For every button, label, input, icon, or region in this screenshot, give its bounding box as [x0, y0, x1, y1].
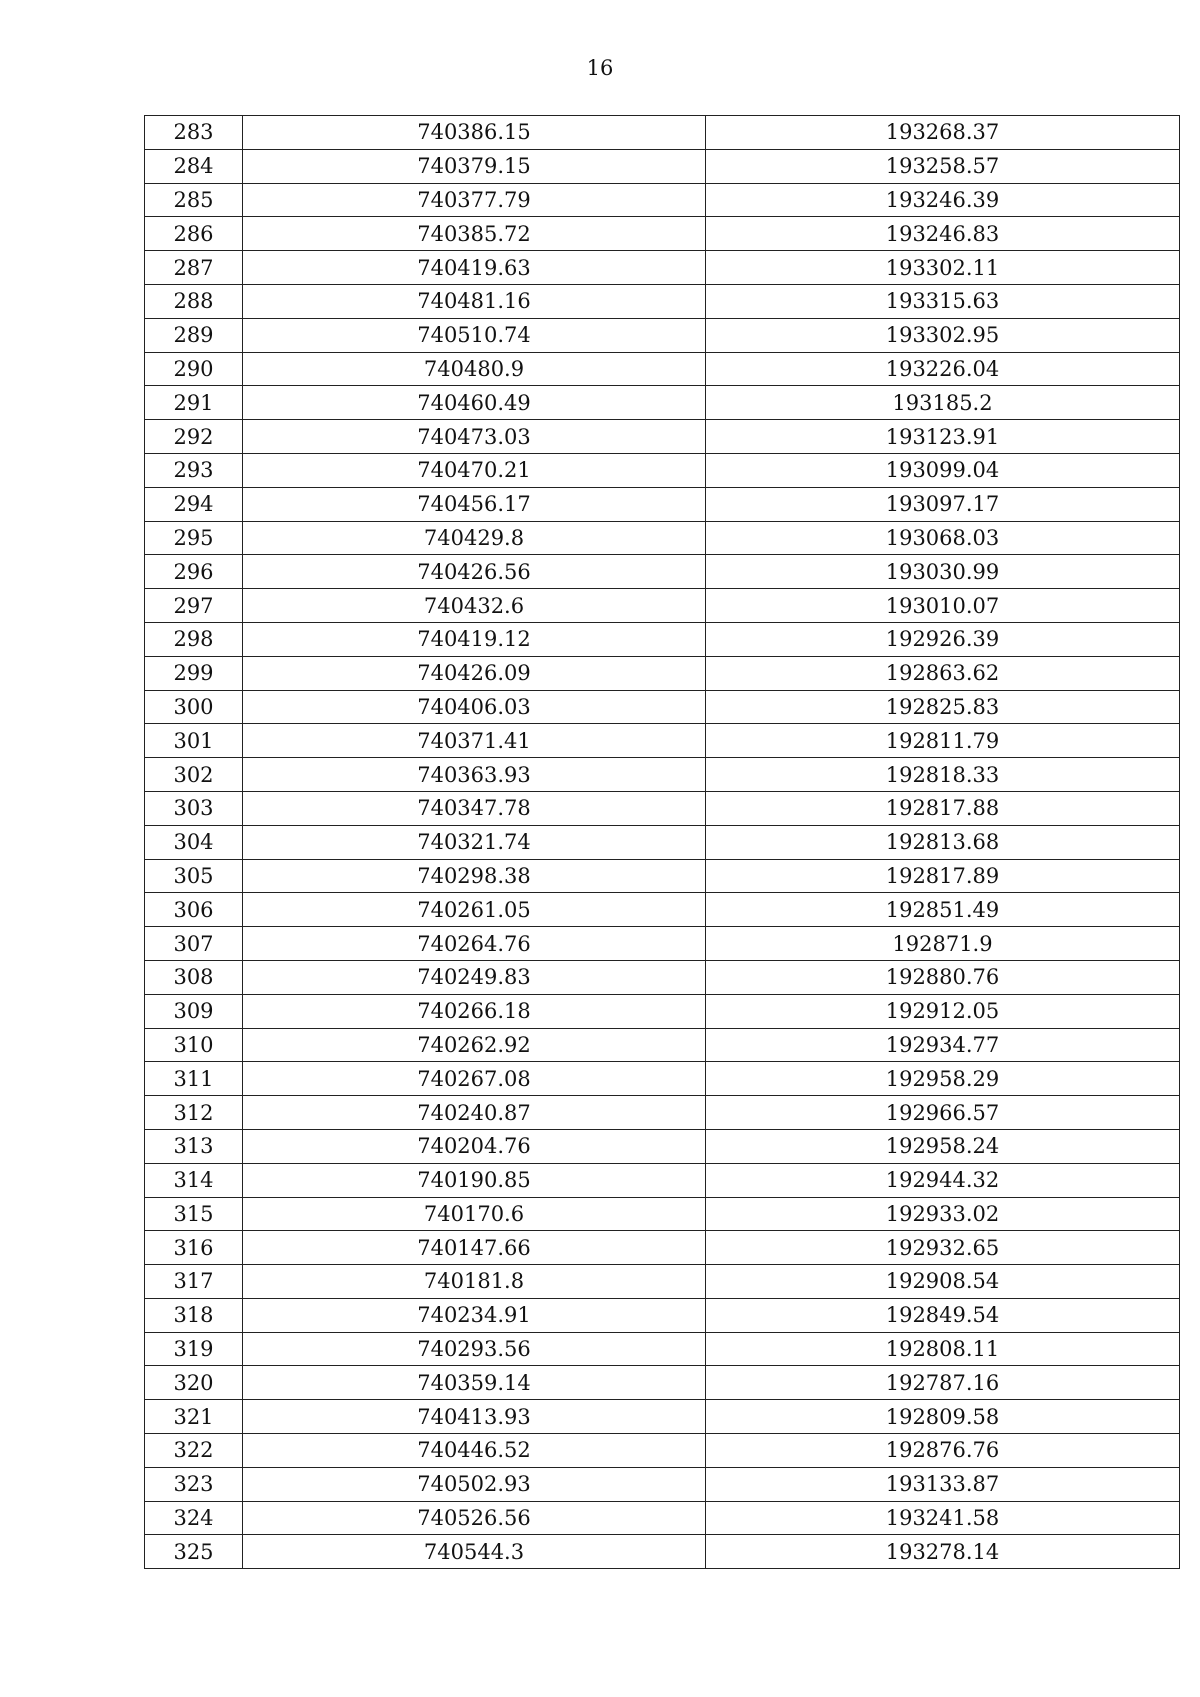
point-number-cell: 309 [145, 994, 243, 1028]
x-coordinate-cell: 740470.21 [243, 453, 706, 487]
table-row [145, 1096, 1180, 1130]
y-coordinate-cell: 192817.88 [706, 791, 1180, 825]
table-row [145, 994, 1180, 1028]
y-coordinate-cell: 193030.99 [706, 555, 1180, 589]
table-row [145, 859, 1180, 893]
table-row [145, 589, 1180, 623]
point-number-cell: 298 [145, 622, 243, 656]
page-number: 16 [586, 56, 614, 80]
x-coordinate-cell: 740234.91 [243, 1298, 706, 1332]
table-row [145, 183, 1180, 217]
point-number-cell: 288 [145, 284, 243, 318]
x-coordinate-cell: 740481.16 [243, 284, 706, 318]
x-coordinate-cell: 740432.6 [243, 589, 706, 623]
y-coordinate-cell: 193246.83 [706, 217, 1180, 251]
table-row [145, 622, 1180, 656]
table-row [145, 116, 1180, 150]
x-coordinate-cell: 740266.18 [243, 994, 706, 1028]
y-coordinate-cell: 193185.2 [706, 386, 1180, 420]
point-number-cell: 311 [145, 1062, 243, 1096]
y-coordinate-cell: 192813.68 [706, 825, 1180, 859]
x-coordinate-cell: 740267.08 [243, 1062, 706, 1096]
y-coordinate-cell: 193258.57 [706, 149, 1180, 183]
point-number-cell: 313 [145, 1129, 243, 1163]
y-coordinate-cell: 192809.58 [706, 1400, 1180, 1434]
point-number-cell: 322 [145, 1434, 243, 1468]
x-coordinate-cell: 740379.15 [243, 149, 706, 183]
y-coordinate-cell: 192863.62 [706, 656, 1180, 690]
table-row [145, 318, 1180, 352]
y-coordinate-cell: 192825.83 [706, 690, 1180, 724]
y-coordinate-cell: 193241.58 [706, 1501, 1180, 1535]
table-row [145, 251, 1180, 285]
table-row [145, 386, 1180, 420]
point-number-cell: 306 [145, 893, 243, 927]
table-row [145, 521, 1180, 555]
x-coordinate-cell: 740359.14 [243, 1366, 706, 1400]
y-coordinate-cell: 192933.02 [706, 1197, 1180, 1231]
y-coordinate-cell: 192958.29 [706, 1062, 1180, 1096]
point-number-cell: 325 [145, 1535, 243, 1569]
table-row [145, 555, 1180, 589]
x-coordinate-cell: 740406.03 [243, 690, 706, 724]
x-coordinate-cell: 740170.6 [243, 1197, 706, 1231]
y-coordinate-cell: 193302.11 [706, 251, 1180, 285]
y-coordinate-cell: 192944.32 [706, 1163, 1180, 1197]
x-coordinate-cell: 740473.03 [243, 420, 706, 454]
x-coordinate-cell: 740181.8 [243, 1265, 706, 1299]
point-number-cell: 300 [145, 690, 243, 724]
point-number-cell: 289 [145, 318, 243, 352]
y-coordinate-cell: 193133.87 [706, 1467, 1180, 1501]
point-number-cell: 318 [145, 1298, 243, 1332]
point-number-cell: 319 [145, 1332, 243, 1366]
y-coordinate-cell: 192851.49 [706, 893, 1180, 927]
point-number-cell: 312 [145, 1096, 243, 1130]
x-coordinate-cell: 740386.15 [243, 116, 706, 150]
y-coordinate-cell: 192934.77 [706, 1028, 1180, 1062]
y-coordinate-cell: 193315.63 [706, 284, 1180, 318]
x-coordinate-cell: 740293.56 [243, 1332, 706, 1366]
table-row [145, 1265, 1180, 1299]
table-row [145, 1231, 1180, 1265]
x-coordinate-cell: 740429.8 [243, 521, 706, 555]
x-coordinate-cell: 740321.74 [243, 825, 706, 859]
table-row [145, 1434, 1180, 1468]
point-number-cell: 316 [145, 1231, 243, 1265]
y-coordinate-cell: 192808.11 [706, 1332, 1180, 1366]
x-coordinate-cell: 740502.93 [243, 1467, 706, 1501]
point-number-cell: 297 [145, 589, 243, 623]
point-number-cell: 290 [145, 352, 243, 386]
coordinates-table-body [145, 116, 1180, 1569]
point-number-cell: 302 [145, 758, 243, 792]
y-coordinate-cell: 193099.04 [706, 453, 1180, 487]
y-coordinate-cell: 192908.54 [706, 1265, 1180, 1299]
x-coordinate-cell: 740147.66 [243, 1231, 706, 1265]
point-number-cell: 285 [145, 183, 243, 217]
y-coordinate-cell: 192817.89 [706, 859, 1180, 893]
table-row [145, 724, 1180, 758]
x-coordinate-cell: 740544.3 [243, 1535, 706, 1569]
table-row [145, 1501, 1180, 1535]
x-coordinate-cell: 740240.87 [243, 1096, 706, 1130]
table-row [145, 1332, 1180, 1366]
x-coordinate-cell: 740446.52 [243, 1434, 706, 1468]
y-coordinate-cell: 193246.39 [706, 183, 1180, 217]
x-coordinate-cell: 740510.74 [243, 318, 706, 352]
x-coordinate-cell: 740190.85 [243, 1163, 706, 1197]
y-coordinate-cell: 192787.16 [706, 1366, 1180, 1400]
table-row [145, 1062, 1180, 1096]
x-coordinate-cell: 740480.9 [243, 352, 706, 386]
x-coordinate-cell: 740347.78 [243, 791, 706, 825]
point-number-cell: 323 [145, 1467, 243, 1501]
y-coordinate-cell: 192876.76 [706, 1434, 1180, 1468]
table-row [145, 927, 1180, 961]
y-coordinate-cell: 193010.07 [706, 589, 1180, 623]
y-coordinate-cell: 192849.54 [706, 1298, 1180, 1332]
point-number-cell: 320 [145, 1366, 243, 1400]
y-coordinate-cell: 193226.04 [706, 352, 1180, 386]
table-row [145, 453, 1180, 487]
table-row [145, 352, 1180, 386]
point-number-cell: 315 [145, 1197, 243, 1231]
y-coordinate-cell: 192926.39 [706, 622, 1180, 656]
x-coordinate-cell: 740419.63 [243, 251, 706, 285]
x-coordinate-cell: 740419.12 [243, 622, 706, 656]
y-coordinate-cell: 193268.37 [706, 116, 1180, 150]
x-coordinate-cell: 740262.92 [243, 1028, 706, 1062]
point-number-cell: 301 [145, 724, 243, 758]
y-coordinate-cell: 193097.17 [706, 487, 1180, 521]
point-number-cell: 308 [145, 960, 243, 994]
table-row [145, 1467, 1180, 1501]
table-row [145, 149, 1180, 183]
table-row [145, 217, 1180, 251]
table-row [145, 758, 1180, 792]
point-number-cell: 294 [145, 487, 243, 521]
y-coordinate-cell: 192811.79 [706, 724, 1180, 758]
point-number-cell: 296 [145, 555, 243, 589]
point-number-cell: 283 [145, 116, 243, 150]
x-coordinate-cell: 740460.49 [243, 386, 706, 420]
point-number-cell: 324 [145, 1501, 243, 1535]
table-row [145, 893, 1180, 927]
table-row [145, 690, 1180, 724]
point-number-cell: 310 [145, 1028, 243, 1062]
point-number-cell: 286 [145, 217, 243, 251]
table-row [145, 1535, 1180, 1569]
point-number-cell: 287 [145, 251, 243, 285]
point-number-cell: 303 [145, 791, 243, 825]
point-number-cell: 314 [145, 1163, 243, 1197]
table-row [145, 825, 1180, 859]
point-number-cell: 293 [145, 453, 243, 487]
point-number-cell: 305 [145, 859, 243, 893]
x-coordinate-cell: 740526.56 [243, 1501, 706, 1535]
y-coordinate-cell: 193123.91 [706, 420, 1180, 454]
table-row [145, 420, 1180, 454]
table-row [145, 1163, 1180, 1197]
point-number-cell: 292 [145, 420, 243, 454]
x-coordinate-cell: 740377.79 [243, 183, 706, 217]
y-coordinate-cell: 192966.57 [706, 1096, 1180, 1130]
table-row [145, 656, 1180, 690]
table-row [145, 960, 1180, 994]
y-coordinate-cell: 192880.76 [706, 960, 1180, 994]
point-number-cell: 321 [145, 1400, 243, 1434]
y-coordinate-cell: 193302.95 [706, 318, 1180, 352]
x-coordinate-cell: 740204.76 [243, 1129, 706, 1163]
y-coordinate-cell: 192818.33 [706, 758, 1180, 792]
table-row [145, 1129, 1180, 1163]
y-coordinate-cell: 192932.65 [706, 1231, 1180, 1265]
x-coordinate-cell: 740371.41 [243, 724, 706, 758]
point-number-cell: 307 [145, 927, 243, 961]
x-coordinate-cell: 740456.17 [243, 487, 706, 521]
y-coordinate-cell: 193068.03 [706, 521, 1180, 555]
table-row [145, 1366, 1180, 1400]
x-coordinate-cell: 740426.09 [243, 656, 706, 690]
table-row [145, 284, 1180, 318]
point-number-cell: 291 [145, 386, 243, 420]
coordinates-table [144, 115, 1180, 1569]
y-coordinate-cell: 192871.9 [706, 927, 1180, 961]
x-coordinate-cell: 740249.83 [243, 960, 706, 994]
point-number-cell: 295 [145, 521, 243, 555]
point-number-cell: 304 [145, 825, 243, 859]
x-coordinate-cell: 740264.76 [243, 927, 706, 961]
y-coordinate-cell: 193278.14 [706, 1535, 1180, 1569]
x-coordinate-cell: 740298.38 [243, 859, 706, 893]
point-number-cell: 299 [145, 656, 243, 690]
table-row [145, 791, 1180, 825]
y-coordinate-cell: 192912.05 [706, 994, 1180, 1028]
x-coordinate-cell: 740261.05 [243, 893, 706, 927]
y-coordinate-cell: 192958.24 [706, 1129, 1180, 1163]
point-number-cell: 284 [145, 149, 243, 183]
table-row [145, 1197, 1180, 1231]
table-row [145, 1400, 1180, 1434]
x-coordinate-cell: 740413.93 [243, 1400, 706, 1434]
x-coordinate-cell: 740426.56 [243, 555, 706, 589]
x-coordinate-cell: 740363.93 [243, 758, 706, 792]
table-row [145, 1298, 1180, 1332]
x-coordinate-cell: 740385.72 [243, 217, 706, 251]
point-number-cell: 317 [145, 1265, 243, 1299]
table-row [145, 487, 1180, 521]
table-row [145, 1028, 1180, 1062]
